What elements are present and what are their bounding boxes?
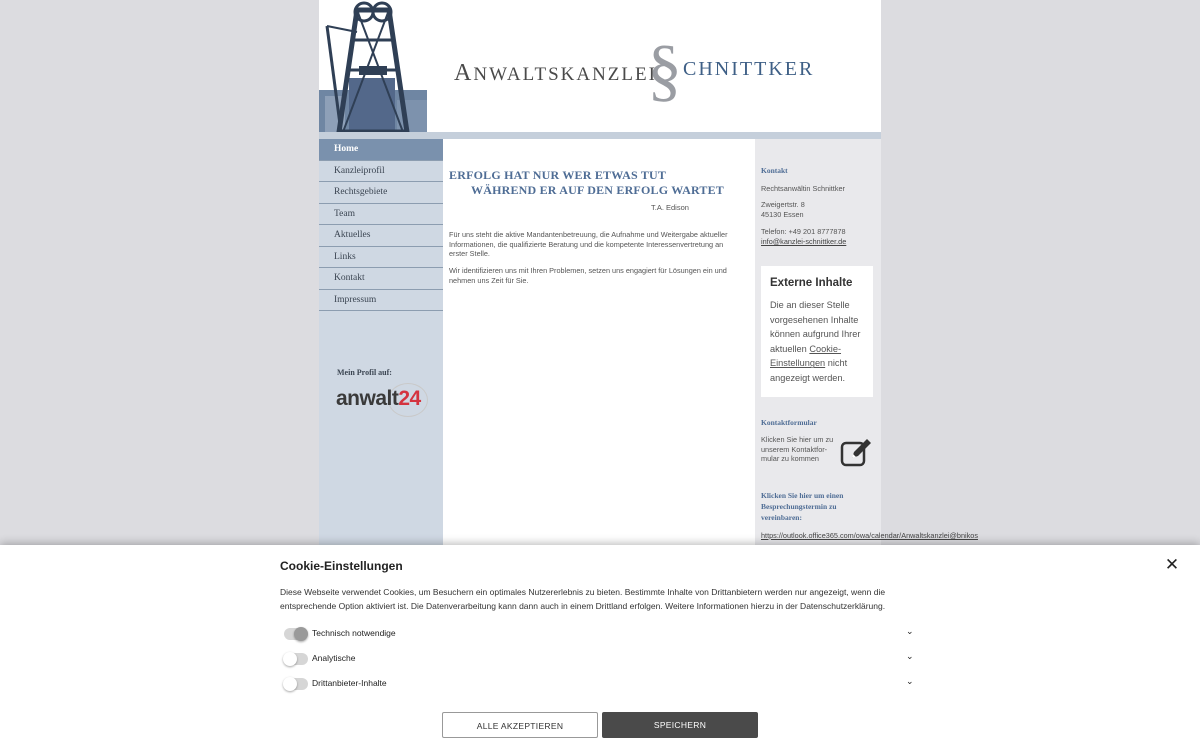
nav-item-team[interactable]: Team: [319, 204, 443, 226]
mining-tower-image: [319, 0, 427, 132]
nav-item-kanzleiprofil[interactable]: Kanzleiprofil: [319, 161, 443, 183]
profile-label: Mein Profil auf:: [337, 368, 392, 377]
chevron-down-icon[interactable]: ⌄: [906, 626, 914, 636]
nav-item-aktuelles[interactable]: Aktuelles: [319, 225, 443, 247]
intro-paragraph-2: Wir identifizieren uns mit Ihren Problemen, setzen uns engagiert für Lösungen ein und nehmen uns Zeit für Sie.: [449, 266, 727, 285]
cookie-description: Diese Webseite verwendet Cookies, um Besuchern ein optimales Nutzererlebnis zu bieten. Bestimmte Inhalte von Drittanbietern werden nur angezeigt, wenn die entsprechende Option aktiviert ist. Die Datenverarbeitung kann dann auch in einem Drittland erfolgen. Weitere Informationen hierzu in der Datenschutzerklärung.: [280, 587, 886, 611]
toggle-drittanbieter[interactable]: [284, 678, 308, 690]
quote-author: T.A. Edison: [651, 203, 689, 212]
contact-phone: Telefon: +49 201 8777878: [761, 227, 846, 236]
nav-item-impressum[interactable]: Impressum: [319, 290, 443, 312]
anwalt24-logo-link[interactable]: [336, 383, 430, 419]
contact-city: 45130 Essen: [761, 210, 804, 219]
appointment-link[interactable]: https://outlook.office365.com/owa/calendar/Anwaltskanzlei@bnikos: [761, 531, 978, 540]
site-header: [319, 0, 881, 132]
contact-form-heading: Kontaktformular: [761, 418, 817, 427]
intro-paragraph-1: Für uns steht die aktive Mandantenbetreuung, die Aufnahme und Weitergabe aktueller Informationen, die qualifizierte Beratung und die kompetente Interessenvertretung an erster Stelle.: [449, 230, 728, 258]
accept-all-button[interactable]: ALLE AKZEPTIEREN: [442, 712, 598, 738]
cookie-option-drittanbieter: [284, 676, 920, 692]
logo-text-schnittker: CHNITTKER: [683, 58, 815, 80]
close-icon[interactable]: ✕: [1164, 555, 1180, 574]
appointment-heading: Klicken Sie hier um einen Besprechungstermin zu vereinbaren:: [761, 491, 844, 522]
cookie-consent-banner: [0, 545, 1200, 750]
cookie-title: Cookie-Einstellungen: [280, 559, 403, 573]
contact-street: Zweigertstr. 8: [761, 200, 805, 209]
cookie-option-analytische: [284, 651, 920, 667]
chevron-down-icon[interactable]: ⌄: [906, 651, 914, 661]
chevron-down-icon[interactable]: ⌄: [906, 676, 914, 686]
logo-text-anwaltskanzlei: ANWALTSKANZLEI: [454, 60, 657, 86]
toggle-analytische[interactable]: [284, 653, 308, 665]
cookie-option-technisch: [284, 626, 920, 642]
quote-line-1: ERFOLG HAT NUR WER ETWAS TUT: [449, 168, 667, 182]
quote-line-2: WÄHREND ER AUF DEN ERFOLG WARTET: [471, 183, 725, 197]
toggle-technisch[interactable]: [284, 628, 308, 640]
site-logo[interactable]: [454, 32, 834, 109]
nav-item-rechtsgebiete[interactable]: Rechtsgebiete: [319, 182, 443, 204]
edit-form-icon[interactable]: [840, 438, 872, 468]
external-content-placeholder: [761, 266, 873, 397]
main-navigation: [319, 139, 443, 311]
contact-heading: Kontakt: [761, 166, 788, 175]
header-divider: [319, 132, 881, 139]
paragraph-symbol-icon: §: [647, 32, 682, 109]
anwalt24-logo-text: anwalt24: [336, 387, 421, 410]
option-label: Drittanbieter-Inhalte: [312, 678, 387, 688]
save-button[interactable]: SPEICHERN: [602, 712, 758, 738]
nav-item-kontakt[interactable]: Kontakt: [319, 268, 443, 290]
cookie-settings-link[interactable]: Cookie-Einstellungen: [770, 343, 842, 369]
nav-item-links[interactable]: Links: [319, 247, 443, 269]
external-content-title: Externe Inhalte: [770, 277, 853, 289]
contact-name: Rechtsanwältin Schnittker: [761, 184, 845, 193]
nav-item-home[interactable]: Home: [319, 139, 443, 161]
contact-form-text[interactable]: Klicken Sie hier um zu unserem Kontaktfor-mular zu kommen: [761, 435, 834, 463]
option-label: Analytische: [312, 653, 356, 663]
option-label: Technisch notwendige: [312, 628, 396, 638]
contact-email-link[interactable]: info@kanzlei-schnittker.de: [761, 237, 847, 246]
external-content-text: Die an dieser Stelle vorgesehenen Inhalte können aufgrund Ihrer aktuellen Cookie-Einstellungen nicht angezeigt werden.: [770, 300, 861, 383]
